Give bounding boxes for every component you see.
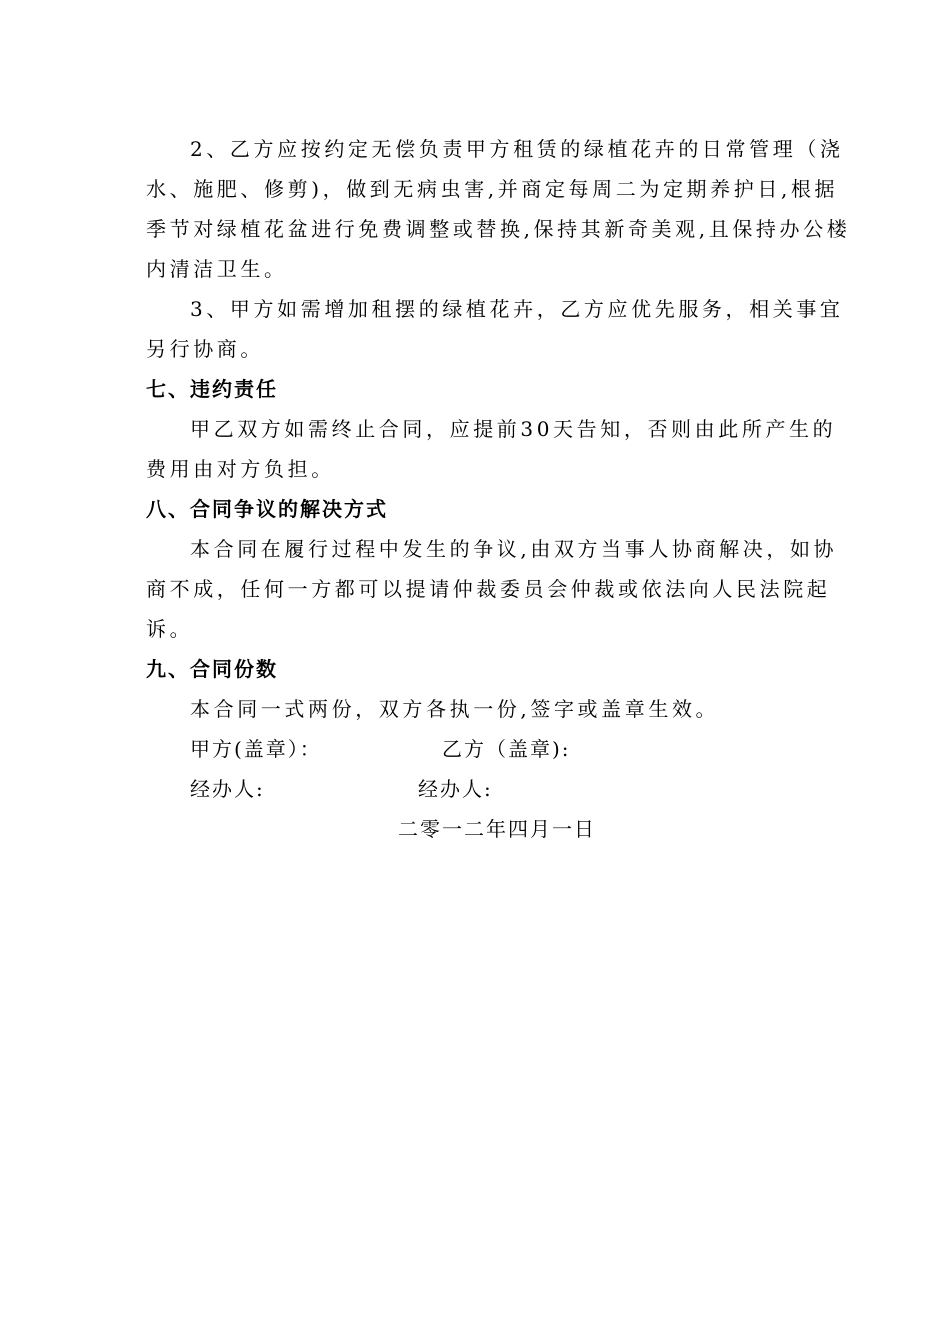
section8-line-3: 诉。: [146, 617, 194, 641]
section7-line-1: 甲乙双方如需终止合同，应提前30天告知，否则由此所产生的: [190, 417, 837, 441]
section9-line-1: 本合同一式两份，双方各执一份,签字或盖章生效。: [190, 697, 720, 721]
party-a-seal-label: 甲方(盖章）：: [190, 737, 322, 761]
party-b-seal-label: 乙方（盖章):: [442, 737, 571, 761]
party-a-handler-label: 经办人:: [190, 777, 265, 801]
section8-line-1: 本合同在履行过程中发生的争议,由双方当事人协商解决，如协: [190, 537, 838, 561]
section8-heading: 八、合同争议的解决方式: [146, 497, 388, 521]
clause3-line-1: 3、甲方如需增加租摆的绿植花卉，乙方应优先服务，相关事宜: [190, 297, 844, 321]
section7-heading: 七、违约责任: [146, 377, 278, 401]
party-b-handler-label: 经办人:: [418, 777, 493, 801]
section7-line-2: 费用由对方负担。: [146, 457, 335, 481]
clause2-line-2: 水、施肥、修剪)，做到无病虫害,并商定每周二为定期养护日,根据: [146, 177, 839, 201]
clause2-line-4: 内清洁卫生。: [146, 257, 288, 281]
signing-date: 二零一二年四月一日: [398, 817, 596, 841]
clause3-line-2: 另行协商。: [146, 337, 264, 361]
section9-heading: 九、合同份数: [146, 657, 278, 681]
clause2-line-1: 2、乙方应按约定无偿负责甲方租赁的绿植花卉的日常管理（浇: [190, 137, 844, 161]
clause2-line-3: 季节对绿植花盆进行免费调整或替换,保持其新奇美观,且保持办公楼: [146, 217, 851, 241]
section8-line-2: 商不成，任何一方都可以提请仲裁委员会仲裁或依法向人民法院起: [146, 577, 831, 601]
